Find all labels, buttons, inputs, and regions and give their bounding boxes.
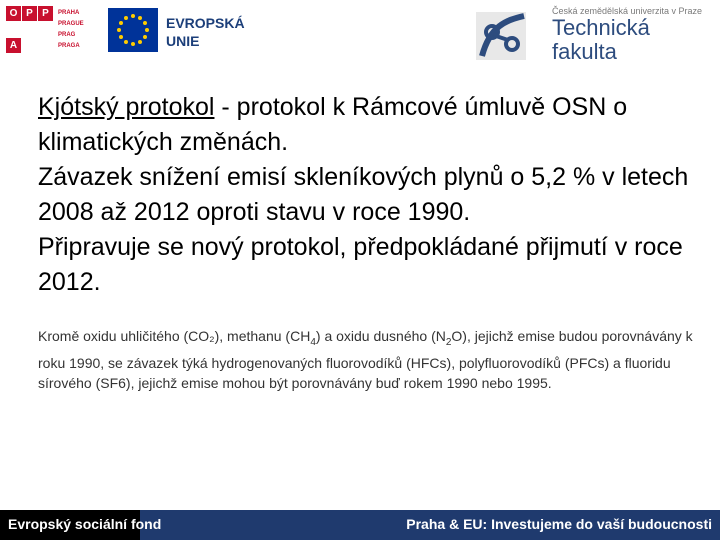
footnote-sub1: 4 <box>310 336 316 348</box>
opp-letter: A <box>6 38 21 53</box>
praha-word: PRAHA <box>58 10 80 16</box>
opp-letter-grid <box>6 6 53 53</box>
praha-word: PRAGA <box>58 43 80 49</box>
opp-letter: O <box>6 6 21 21</box>
eu-logo-line1: EVROPSKÁ <box>166 15 245 31</box>
footer-right-text: Praha & EU: Investujeme do vaší budoucnosti <box>406 516 712 532</box>
opp-blank-cell <box>22 22 37 37</box>
eu-logo-line2: UNIE <box>166 33 200 49</box>
opp-blank-cell <box>38 22 53 37</box>
opp-blank-cell <box>6 22 21 37</box>
eu-logo-text <box>166 14 245 50</box>
footnote-part1: Kromě oxidu uhličitého (CO₂), methanu (CH <box>38 328 311 344</box>
paragraph-kjoto <box>38 90 710 160</box>
technicka-fakulta-logo <box>472 2 716 62</box>
university-name: Česká zemědělská univerzita v Praze <box>552 6 703 16</box>
eu-flag-icon <box>108 8 158 52</box>
main-text-block <box>38 90 710 300</box>
faculty-name <box>552 16 650 64</box>
title-rest: - protokol k Rámcové úmluvě OSN o klimatických změnách. <box>38 93 628 156</box>
eu-logo <box>108 8 243 54</box>
footnote-sub2: 2 <box>445 336 452 348</box>
praha-words-column <box>58 8 84 51</box>
opp-praha-logo <box>6 6 96 54</box>
opp-blank-cell <box>38 38 53 53</box>
opp-letter: P <box>38 6 53 21</box>
paragraph-novy-protokol: Připravuje se nový protokol, předpokládané přijmutí v roce 2012. <box>38 233 683 296</box>
opp-blank-cell <box>22 38 37 53</box>
faculty-seal-icon <box>472 6 534 64</box>
faculty-name-line1: Technická <box>552 15 650 40</box>
praha-word: PRAGUE <box>58 21 84 27</box>
faculty-name-line2: fakulta <box>552 39 617 64</box>
paragraph-zavazek: Závazek snížení emisí skleníkových plynů o 5,2 % v letech 2008 až 2012 oproti stavu v roce 1990. <box>38 163 689 226</box>
footnote <box>38 326 708 393</box>
footnote-part2: ) a oxidu dusného (N <box>315 328 446 344</box>
footer-left-text: Evropský sociální fond <box>8 516 162 532</box>
slide-title: Kjótský protokol <box>38 93 215 121</box>
footnote-part3: O), jejichž emise budou porovnávány k roku 1990, se závazek týká hydrogenovaných fluorovodíků (HFCs), polyfluorovodíků (PFCs) a fluoridu sírového (SF6), jejichž emise mohou být porovnávány buď rokem 1990 nebo 1995. <box>38 328 693 391</box>
opp-letter: P <box>22 6 37 21</box>
praha-word: PRAG <box>58 32 76 38</box>
